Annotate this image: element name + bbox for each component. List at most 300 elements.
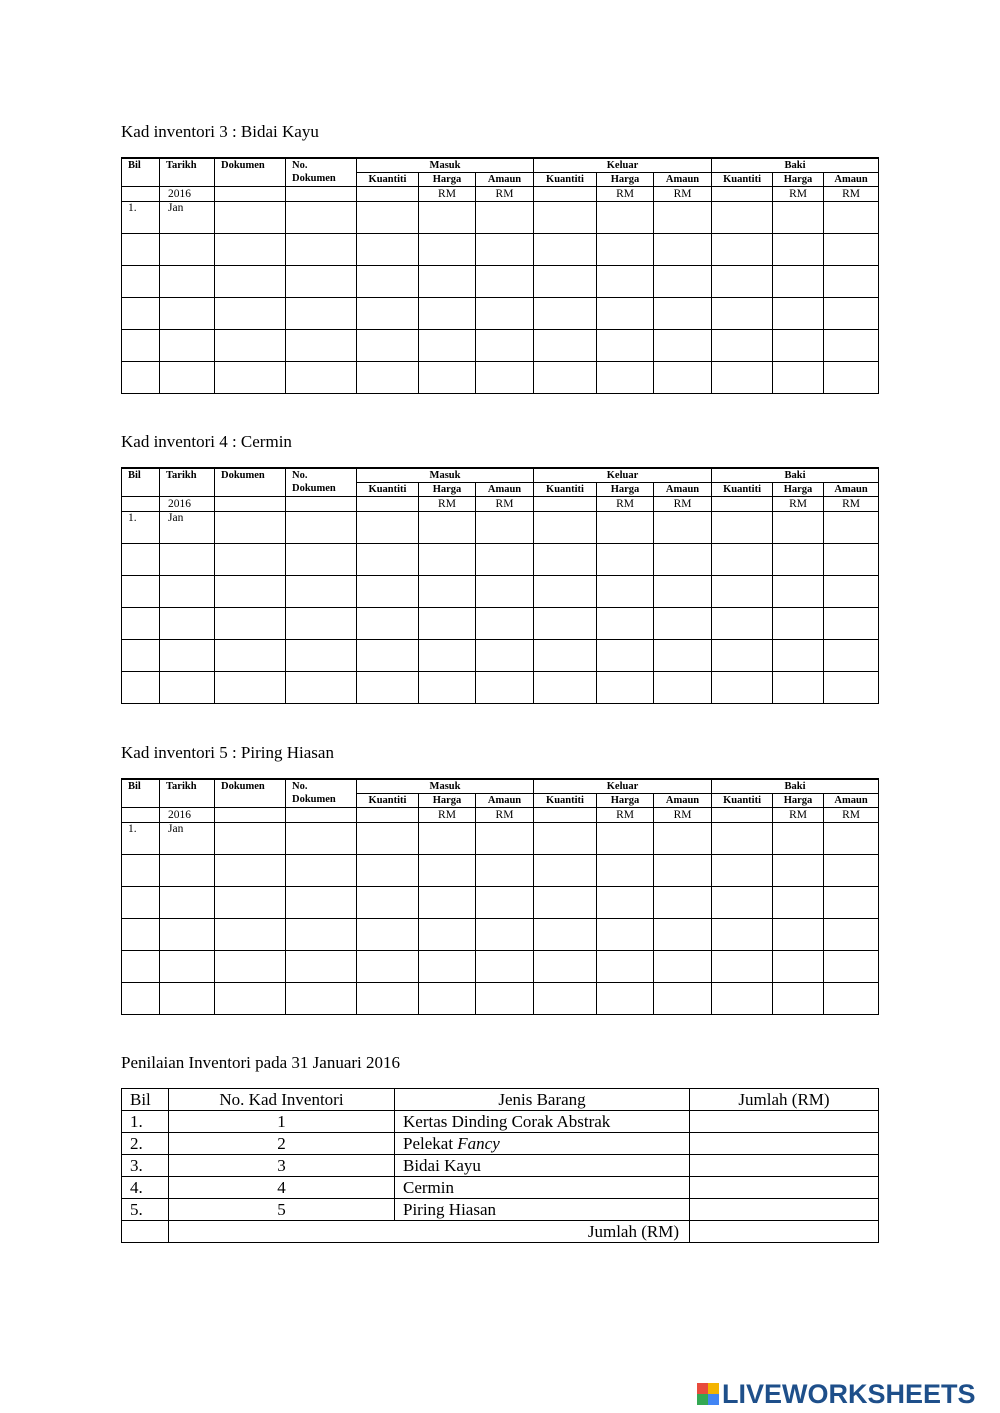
entry-input-cell[interactable] — [824, 823, 879, 855]
entry-input-cell[interactable] — [215, 855, 286, 887]
entry-input-cell[interactable] — [712, 576, 773, 608]
header-dokumen: Dokumen — [215, 779, 286, 808]
entry-input-cell[interactable] — [286, 576, 357, 608]
entry-input-cell[interactable] — [357, 298, 419, 330]
header-no-dokumen — [286, 158, 357, 187]
entry-input-cell[interactable] — [357, 672, 419, 704]
entry-input-cell[interactable] — [534, 234, 597, 266]
entry-input-cell[interactable] — [534, 202, 597, 234]
entry-input-cell[interactable] — [597, 951, 654, 983]
entry-input-cell[interactable] — [160, 608, 215, 640]
entry-input-cell[interactable] — [286, 544, 357, 576]
entry-input-cell[interactable] — [654, 855, 712, 887]
header-masuk: Masuk — [357, 779, 534, 794]
entry-input-cell[interactable] — [597, 234, 654, 266]
entry-input-cell[interactable] — [712, 640, 773, 672]
header-no-dokumen-line2: Dokumen — [292, 173, 336, 184]
rm-label: RM — [824, 497, 879, 512]
entry-input-cell[interactable] — [534, 608, 597, 640]
entry-input-cell[interactable] — [476, 919, 534, 951]
entry-input-cell[interactable] — [597, 823, 654, 855]
entry-input-cell[interactable] — [824, 951, 879, 983]
valuation-row-jumlah-input[interactable] — [690, 1111, 879, 1133]
entry-input-cell[interactable] — [712, 330, 773, 362]
entry-input-cell[interactable] — [286, 672, 357, 704]
valuation-header-jenis: Jenis Barang — [395, 1089, 690, 1111]
rm-label: RM — [419, 808, 476, 823]
entry-input-cell[interactable] — [215, 234, 286, 266]
entry-input-cell[interactable] — [476, 544, 534, 576]
entry-input-cell[interactable] — [654, 544, 712, 576]
entry-input-cell[interactable] — [160, 330, 215, 362]
entry-input-cell[interactable] — [215, 298, 286, 330]
card-entry-row — [122, 512, 879, 544]
entry-input-cell[interactable] — [654, 362, 712, 394]
entry-input-cell[interactable] — [597, 672, 654, 704]
rm-label: RM — [824, 808, 879, 823]
entry-input-cell[interactable] — [122, 362, 160, 394]
entry-input-cell[interactable] — [534, 672, 597, 704]
entry-input-cell[interactable] — [824, 362, 879, 394]
entry-input-cell[interactable] — [215, 202, 286, 234]
entry-input-cell[interactable] — [712, 823, 773, 855]
entry-input-cell[interactable] — [419, 234, 476, 266]
valuation-row-no-kad: 4 — [169, 1177, 395, 1199]
entry-input-cell[interactable] — [773, 983, 824, 1015]
year-dokumen — [215, 497, 286, 512]
entry-input-cell[interactable] — [712, 266, 773, 298]
entry-input-cell[interactable] — [286, 362, 357, 394]
entry-input-cell[interactable] — [597, 983, 654, 1015]
rm-label: RM — [597, 808, 654, 823]
entry-input-cell[interactable] — [654, 298, 712, 330]
entry-input-cell[interactable] — [122, 576, 160, 608]
entry-input-cell[interactable] — [476, 330, 534, 362]
header-bil: Bil — [122, 158, 160, 187]
entry-input-cell[interactable] — [712, 919, 773, 951]
entry-input-cell[interactable] — [286, 951, 357, 983]
entry-input-cell[interactable] — [476, 640, 534, 672]
rm-label: RM — [476, 808, 534, 823]
entry-input-cell[interactable] — [476, 887, 534, 919]
entry-input-cell[interactable] — [419, 544, 476, 576]
entry-input-cell[interactable] — [597, 202, 654, 234]
header-no-dokumen — [286, 468, 357, 497]
entry-input-cell[interactable] — [419, 983, 476, 1015]
entry-input-cell[interactable] — [160, 887, 215, 919]
entry-input-cell[interactable] — [122, 298, 160, 330]
rm-label: RM — [476, 497, 534, 512]
card-header-row — [122, 468, 879, 483]
entry-input-cell[interactable] — [476, 266, 534, 298]
valuation-row-jumlah-input[interactable] — [690, 1199, 879, 1221]
entry-input-cell[interactable] — [534, 951, 597, 983]
entry-input-cell[interactable] — [773, 887, 824, 919]
entry-input-cell[interactable] — [215, 608, 286, 640]
entry-input-cell[interactable] — [824, 640, 879, 672]
subheader-harga: Harga — [597, 483, 654, 497]
valuation-header-bil: Bil — [122, 1089, 169, 1111]
entry-input-cell[interactable] — [215, 672, 286, 704]
entry-input-cell[interactable] — [419, 855, 476, 887]
entry-input-cell[interactable] — [357, 362, 419, 394]
entry-input-cell[interactable] — [286, 512, 357, 544]
entry-input-cell[interactable] — [654, 608, 712, 640]
header-tarikh: Tarikh — [160, 158, 215, 187]
entry-input-cell[interactable] — [122, 919, 160, 951]
entry-input-cell[interactable] — [654, 512, 712, 544]
card-title: Kad inventori 4 : Cermin — [121, 432, 292, 451]
year-kuantiti — [534, 497, 597, 512]
entry-input-cell[interactable] — [215, 512, 286, 544]
entry-input-cell[interactable] — [773, 544, 824, 576]
entry-input-cell[interactable] — [286, 608, 357, 640]
valuation-row-jenis: Piring Hiasan — [395, 1199, 690, 1221]
entry-input-cell[interactable] — [122, 234, 160, 266]
entry-input-cell[interactable] — [215, 640, 286, 672]
entry-input-cell[interactable] — [712, 608, 773, 640]
entry-input-cell[interactable] — [654, 919, 712, 951]
entry-input-cell[interactable] — [597, 544, 654, 576]
entry-input-cell[interactable] — [534, 512, 597, 544]
year-no-dokumen — [286, 808, 357, 823]
entry-input-cell[interactable] — [824, 608, 879, 640]
entry-input-cell[interactable] — [286, 266, 357, 298]
entry-input-cell[interactable] — [476, 298, 534, 330]
entry-input-cell[interactable] — [357, 951, 419, 983]
entry-input-cell[interactable] — [773, 576, 824, 608]
entry-input-cell[interactable] — [654, 266, 712, 298]
entry-input-cell[interactable] — [215, 576, 286, 608]
entry-input-cell[interactable] — [476, 234, 534, 266]
entry-input-cell[interactable] — [122, 608, 160, 640]
subheader-harga: Harga — [597, 794, 654, 808]
entry-input-cell[interactable] — [122, 887, 160, 919]
entry-input-cell[interactable] — [122, 855, 160, 887]
entry-input-cell[interactable] — [160, 298, 215, 330]
entry-input-cell[interactable] — [712, 983, 773, 1015]
subheader-kuantiti: Kuantiti — [357, 483, 419, 497]
entry-input-cell[interactable] — [476, 672, 534, 704]
card-entry-row — [122, 202, 879, 234]
entry-input-cell[interactable] — [419, 951, 476, 983]
entry-input-cell[interactable] — [215, 919, 286, 951]
entry-input-cell[interactable] — [597, 855, 654, 887]
entry-input-cell[interactable] — [773, 919, 824, 951]
entry-input-cell[interactable] — [160, 983, 215, 1015]
entry-input-cell[interactable] — [654, 202, 712, 234]
entry-input-cell[interactable] — [357, 887, 419, 919]
entry-input-cell[interactable] — [419, 330, 476, 362]
entry-input-cell[interactable] — [286, 234, 357, 266]
entry-input-cell[interactable] — [357, 855, 419, 887]
entry-input-cell[interactable] — [824, 855, 879, 887]
entry-input-cell[interactable] — [534, 298, 597, 330]
entry-input-cell[interactable] — [476, 855, 534, 887]
valuation-total-input[interactable] — [690, 1221, 879, 1243]
valuation-row-no-kad: 2 — [169, 1133, 395, 1155]
entry-input-cell[interactable] — [597, 330, 654, 362]
entry-input-cell[interactable] — [122, 640, 160, 672]
entry-input-cell[interactable] — [122, 983, 160, 1015]
valuation-row-jenis: Cermin — [395, 1177, 690, 1199]
jenis-italic: Fancy — [457, 1133, 500, 1153]
entry-input-cell[interactable] — [597, 640, 654, 672]
entry-input-cell[interactable] — [712, 362, 773, 394]
entry-input-cell[interactable] — [286, 330, 357, 362]
subheader-amaun: Amaun — [824, 483, 879, 497]
entry-input-cell[interactable] — [419, 640, 476, 672]
entry-input-cell[interactable] — [215, 544, 286, 576]
header-keluar: Keluar — [534, 468, 712, 483]
card-entry-row — [122, 919, 879, 951]
entry-input-cell[interactable] — [286, 855, 357, 887]
entry-input-cell[interactable] — [215, 951, 286, 983]
entry-input-cell[interactable] — [712, 951, 773, 983]
entry-input-cell[interactable] — [712, 298, 773, 330]
year-cell: 2016 — [160, 808, 215, 823]
entry-input-cell[interactable] — [597, 608, 654, 640]
entry-input-cell[interactable] — [419, 512, 476, 544]
entry-input-cell[interactable] — [357, 576, 419, 608]
entry-input-cell[interactable] — [824, 544, 879, 576]
entry-input-cell[interactable] — [824, 672, 879, 704]
entry-input-cell[interactable] — [419, 919, 476, 951]
entry-input-cell[interactable] — [824, 330, 879, 362]
entry-input-cell[interactable] — [286, 919, 357, 951]
valuation-row — [122, 1177, 879, 1199]
entry-input-cell[interactable] — [597, 576, 654, 608]
entry-input-cell[interactable] — [215, 887, 286, 919]
entry-input-cell[interactable] — [160, 672, 215, 704]
entry-input-cell[interactable] — [773, 640, 824, 672]
entry-input-cell[interactable] — [597, 266, 654, 298]
entry-input-cell[interactable] — [160, 362, 215, 394]
entry-input-cell[interactable] — [419, 823, 476, 855]
entry-input-cell[interactable] — [160, 544, 215, 576]
entry-input-cell[interactable] — [654, 887, 712, 919]
entry-input-cell[interactable] — [419, 298, 476, 330]
valuation-row-bil: 1. — [122, 1111, 169, 1133]
entry-input-cell[interactable] — [286, 983, 357, 1015]
entry-input-cell[interactable] — [534, 576, 597, 608]
entry-input-cell[interactable] — [476, 576, 534, 608]
entry-input-cell[interactable] — [419, 608, 476, 640]
entry-input-cell[interactable] — [160, 855, 215, 887]
entry-input-cell[interactable] — [357, 640, 419, 672]
entry-input-cell[interactable] — [773, 362, 824, 394]
valuation-row — [122, 1133, 879, 1155]
entry-input-cell[interactable] — [286, 298, 357, 330]
entry-input-cell[interactable] — [773, 330, 824, 362]
entry-input-cell[interactable] — [654, 983, 712, 1015]
entry-input-cell[interactable] — [122, 330, 160, 362]
rm-label: RM — [824, 187, 879, 202]
entry-input-cell[interactable] — [712, 887, 773, 919]
entry-input-cell[interactable] — [824, 266, 879, 298]
entry-input-cell[interactable] — [419, 266, 476, 298]
valuation-header-jumlah: Jumlah (RM) — [690, 1089, 879, 1111]
card-year-row — [122, 808, 879, 823]
entry-input-cell[interactable] — [773, 855, 824, 887]
entry-input-cell[interactable] — [773, 202, 824, 234]
subheader-kuantiti: Kuantiti — [534, 794, 597, 808]
liveworksheets-brand: LIVEWORKSHEETS — [722, 1379, 976, 1409]
entry-input-cell[interactable] — [824, 202, 879, 234]
subheader-kuantiti: Kuantiti — [534, 173, 597, 187]
entry-input-cell[interactable] — [773, 823, 824, 855]
entry-input-cell[interactable] — [476, 951, 534, 983]
entry-input-cell[interactable] — [654, 640, 712, 672]
entry-input-cell[interactable] — [712, 544, 773, 576]
entry-input-cell[interactable] — [160, 919, 215, 951]
entry-input-cell[interactable] — [419, 887, 476, 919]
card-entry-row — [122, 983, 879, 1015]
entry-input-cell[interactable] — [597, 887, 654, 919]
entry-input-cell[interactable] — [357, 983, 419, 1015]
entry-input-cell[interactable] — [122, 266, 160, 298]
valuation-header-no-kad: No. Kad Inventori — [169, 1089, 395, 1111]
entry-input-cell[interactable] — [597, 362, 654, 394]
entry-input-cell[interactable] — [357, 266, 419, 298]
entry-input-cell[interactable] — [597, 298, 654, 330]
entry-input-cell[interactable] — [534, 266, 597, 298]
entry-input-cell[interactable] — [534, 919, 597, 951]
entry-input-cell[interactable] — [534, 887, 597, 919]
year-bil — [122, 808, 160, 823]
entry-input-cell[interactable] — [476, 608, 534, 640]
entry-input-cell[interactable] — [476, 983, 534, 1015]
inventory-card-table — [121, 467, 879, 704]
entry-input-cell[interactable] — [824, 576, 879, 608]
entry-input-cell[interactable] — [476, 202, 534, 234]
entry-input-cell[interactable] — [773, 951, 824, 983]
entry-input-cell[interactable] — [215, 362, 286, 394]
entry-input-cell[interactable] — [534, 640, 597, 672]
subheader-amaun: Amaun — [476, 173, 534, 187]
entry-input-cell[interactable] — [773, 672, 824, 704]
entry-input-cell[interactable] — [160, 266, 215, 298]
entry-input-cell[interactable] — [476, 823, 534, 855]
entry-input-cell[interactable] — [534, 983, 597, 1015]
entry-input-cell[interactable] — [773, 234, 824, 266]
entry-input-cell[interactable] — [534, 823, 597, 855]
entry-input-cell[interactable] — [286, 640, 357, 672]
entry-input-cell[interactable] — [286, 823, 357, 855]
entry-input-cell[interactable] — [534, 855, 597, 887]
entry-input-cell[interactable] — [824, 512, 879, 544]
entry-input-cell[interactable] — [654, 330, 712, 362]
rm-label: RM — [654, 497, 712, 512]
entry-input-cell[interactable] — [419, 576, 476, 608]
entry-input-cell[interactable] — [654, 672, 712, 704]
entry-input-cell[interactable] — [357, 544, 419, 576]
entry-input-cell[interactable] — [215, 823, 286, 855]
entry-input-cell[interactable] — [654, 576, 712, 608]
entry-input-cell[interactable] — [597, 512, 654, 544]
entry-input-cell[interactable] — [654, 823, 712, 855]
header-no-dokumen — [286, 779, 357, 808]
entry-input-cell[interactable] — [773, 512, 824, 544]
entry-input-cell[interactable] — [419, 672, 476, 704]
entry-input-cell[interactable] — [712, 234, 773, 266]
entry-input-cell[interactable] — [824, 298, 879, 330]
subheader-harga: Harga — [773, 794, 824, 808]
entry-input-cell[interactable] — [122, 951, 160, 983]
entry-input-cell[interactable] — [419, 362, 476, 394]
valuation-row-bil: 5. — [122, 1199, 169, 1221]
subheader-amaun: Amaun — [476, 794, 534, 808]
subheader-kuantiti: Kuantiti — [534, 483, 597, 497]
entry-input-cell[interactable] — [357, 512, 419, 544]
entry-input-cell[interactable] — [357, 608, 419, 640]
card-entry-row — [122, 298, 879, 330]
entry-input-cell[interactable] — [712, 512, 773, 544]
year-kuantiti — [712, 497, 773, 512]
entry-input-cell[interactable] — [654, 234, 712, 266]
entry-input-cell[interactable] — [597, 919, 654, 951]
entry-input-cell[interactable] — [160, 951, 215, 983]
entry-input-cell[interactable] — [534, 544, 597, 576]
entry-input-cell[interactable] — [773, 608, 824, 640]
entry-input-cell[interactable] — [712, 855, 773, 887]
entry-input-cell[interactable] — [712, 672, 773, 704]
entry-month: Jan — [160, 202, 215, 234]
card-entry-row — [122, 823, 879, 855]
entry-input-cell[interactable] — [357, 234, 419, 266]
entry-input-cell[interactable] — [357, 823, 419, 855]
entry-input-cell[interactable] — [160, 576, 215, 608]
subheader-harga: Harga — [773, 173, 824, 187]
subheader-harga: Harga — [597, 173, 654, 187]
valuation-row-jumlah-input[interactable] — [690, 1177, 879, 1199]
entry-input-cell[interactable] — [215, 330, 286, 362]
entry-input-cell[interactable] — [534, 330, 597, 362]
entry-input-cell[interactable] — [286, 887, 357, 919]
entry-input-cell[interactable] — [773, 298, 824, 330]
entry-input-cell[interactable] — [122, 672, 160, 704]
card-year-row — [122, 497, 879, 512]
entry-input-cell[interactable] — [215, 983, 286, 1015]
card-entry-row — [122, 362, 879, 394]
subheader-amaun: Amaun — [654, 173, 712, 187]
entry-input-cell[interactable] — [654, 951, 712, 983]
valuation-row-jumlah-input[interactable] — [690, 1133, 879, 1155]
entry-input-cell[interactable] — [122, 544, 160, 576]
entry-input-cell[interactable] — [712, 202, 773, 234]
entry-input-cell[interactable] — [160, 640, 215, 672]
entry-input-cell[interactable] — [824, 919, 879, 951]
entry-input-cell[interactable] — [476, 512, 534, 544]
entry-input-cell[interactable] — [773, 266, 824, 298]
entry-input-cell[interactable] — [476, 362, 534, 394]
entry-input-cell[interactable] — [419, 202, 476, 234]
entry-input-cell[interactable] — [160, 234, 215, 266]
entry-input-cell[interactable] — [534, 362, 597, 394]
subheader-amaun: Amaun — [824, 173, 879, 187]
entry-input-cell[interactable] — [215, 266, 286, 298]
entry-input-cell[interactable] — [824, 887, 879, 919]
valuation-row-jumlah-input[interactable] — [690, 1155, 879, 1177]
entry-input-cell[interactable] — [357, 919, 419, 951]
entry-input-cell[interactable] — [286, 202, 357, 234]
valuation-table — [121, 1088, 879, 1243]
entry-input-cell[interactable] — [824, 983, 879, 1015]
entry-input-cell[interactable] — [357, 330, 419, 362]
entry-input-cell[interactable] — [357, 202, 419, 234]
entry-input-cell[interactable] — [824, 234, 879, 266]
header-baki: Baki — [712, 468, 879, 483]
